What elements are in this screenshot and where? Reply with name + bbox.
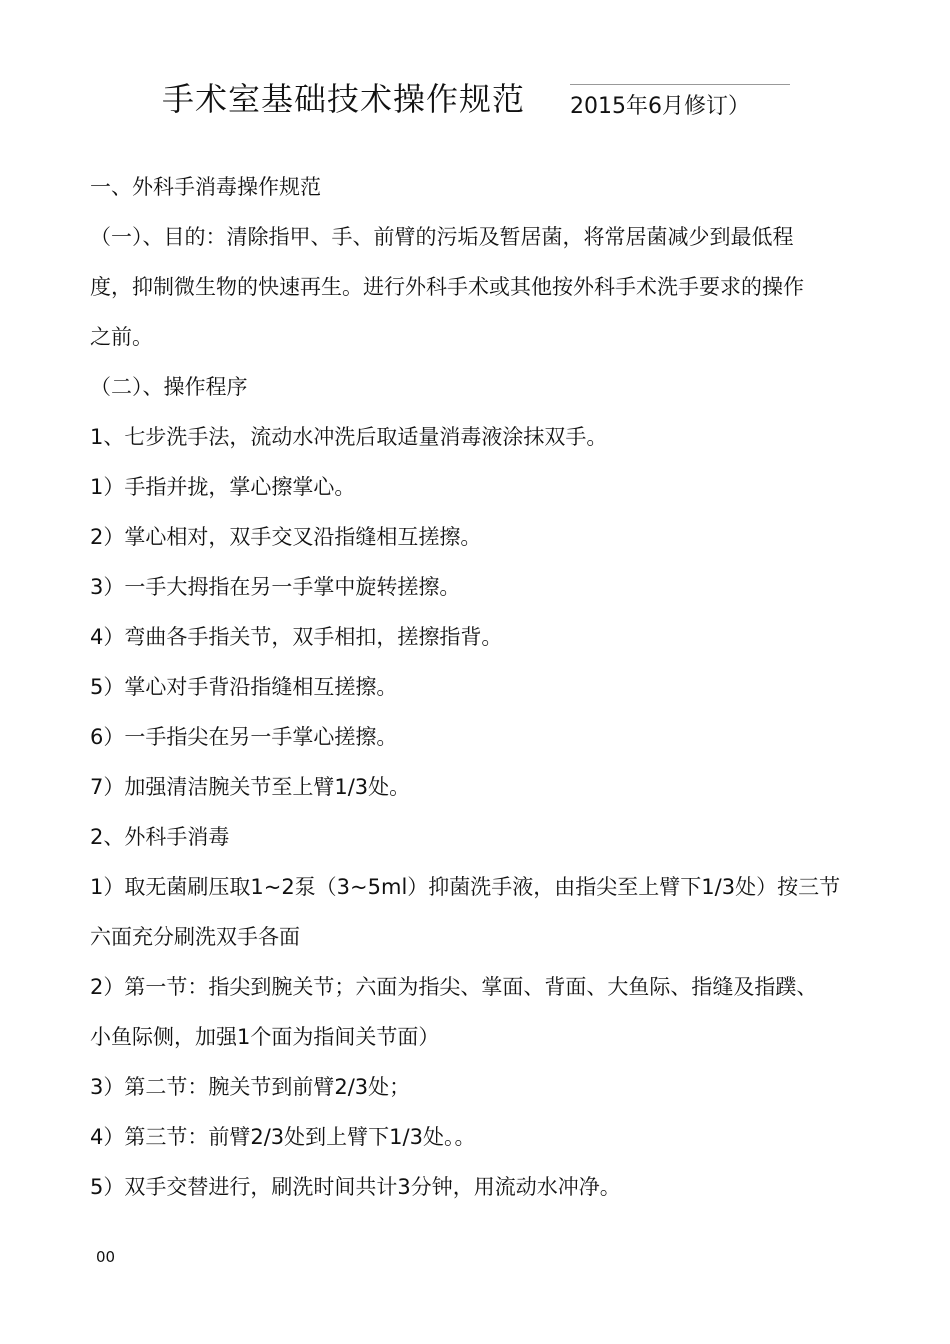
page-footer: 00 [96, 1248, 116, 1266]
list-item-continuation: 六面充分刷洗双手各面 [90, 925, 300, 949]
list-item: 2）第一节：指尖到腕关节；六面为指尖、掌面、背面、大鱼际、指缝及指蹼、 [90, 975, 818, 999]
list-item-continuation: 小鱼际侧，加强1个面为指间关节面） [90, 1025, 440, 1049]
paragraph-line: 之前。 [90, 325, 153, 349]
list-item: 1）手指并拢，掌心擦掌心。 [90, 475, 356, 499]
title-row [162, 66, 802, 126]
document-title: 手术室基础技术操作规范 [162, 80, 526, 118]
list-item: 5）双手交替进行，刷洗时间共计3分钟，用流动水冲净。 [90, 1175, 621, 1199]
list-item: 2）掌心相对，双手交叉沿指缝相互搓擦。 [90, 525, 482, 549]
paragraph-line: 度，抑制微生物的快速再生。进行外科手术或其他按外科手术洗手要求的操作 [90, 275, 804, 299]
step-heading: 2、外科手消毒 [90, 825, 230, 849]
section-heading: 一、外科手消毒操作规范 [90, 175, 321, 199]
paragraph-line: （一）、目的：清除指甲、手、前臂的污垢及暂居菌，将常居菌减少到最低程 [90, 225, 794, 249]
list-item: 3）第二节：腕关节到前臂2/3处； [90, 1075, 411, 1099]
list-item: 4）第三节：前臂2/3处到上臂下1/3处。。 [90, 1125, 476, 1149]
list-item: 3）一手大拇指在另一手掌中旋转搓擦。 [90, 575, 461, 599]
list-item: 1）取无菌刷压取1~2泵（3~5ml）抑菌洗手液，由指尖至上臂下1/3处）按三节 [90, 875, 841, 899]
list-item: 4）弯曲各手指关节，双手相扣，搓擦指背。 [90, 625, 503, 649]
revision-note: 2015年6月修订） [570, 84, 790, 120]
document-body [90, 162, 880, 1212]
list-item: 7）加强清洁腕关节至上臂1/3处。 [90, 775, 411, 799]
list-item: 5）掌心对手背沿指缝相互搓擦。 [90, 675, 398, 699]
step-heading: 1、七步洗手法，流动水冲洗后取适量消毒液涂抹双手。 [90, 425, 608, 449]
subsection-heading: （二）、操作程序 [90, 375, 248, 399]
list-item: 6）一手指尖在另一手掌心搓擦。 [90, 725, 398, 749]
